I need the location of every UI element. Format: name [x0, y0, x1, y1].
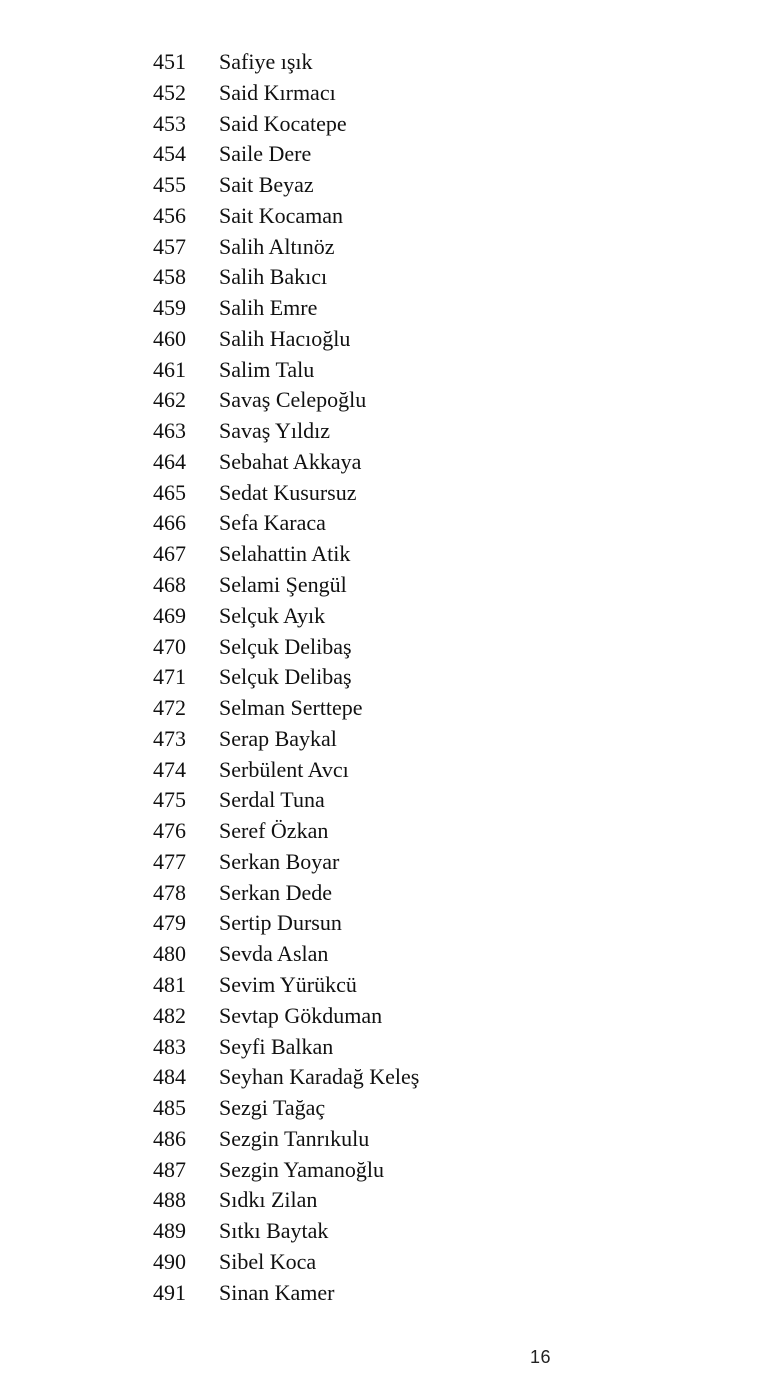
row-name: Saile Dere	[219, 141, 312, 167]
row-name: Savaş Yıldız	[219, 418, 330, 444]
row-name: Seref Özkan	[219, 818, 329, 844]
row-number: 469	[153, 602, 186, 628]
row-number: 486	[153, 1125, 186, 1151]
list-item	[153, 385, 419, 416]
row-name: Selman Serttepe	[219, 695, 363, 721]
row-name: Serbülent Avcı	[219, 756, 349, 782]
row-name: Said Kocatepe	[219, 110, 347, 136]
list-item	[153, 1032, 419, 1063]
row-number: 452	[153, 79, 186, 105]
list-item	[153, 1155, 419, 1186]
row-number: 458	[153, 264, 186, 290]
row-name: Sevtap Gökduman	[219, 1002, 383, 1028]
row-number: 481	[153, 971, 186, 997]
row-number: 485	[153, 1095, 186, 1121]
row-name: Salih Altınöz	[219, 233, 335, 259]
list-item	[153, 324, 419, 355]
row-name: Sedat Kusursuz	[219, 479, 357, 505]
row-name: Salih Emre	[219, 295, 318, 321]
row-name: Sefa Karaca	[219, 510, 326, 536]
row-name: Sezgi Tağaç	[219, 1095, 326, 1121]
list-item	[153, 1185, 419, 1216]
row-number: 451	[153, 49, 186, 74]
row-number: 462	[153, 387, 186, 413]
list-item	[153, 693, 419, 724]
row-number: 465	[153, 479, 186, 505]
row-number: 474	[153, 756, 186, 782]
list-item	[153, 539, 419, 570]
row-number: 456	[153, 202, 186, 228]
row-number: 477	[153, 848, 186, 874]
row-number: 491	[153, 1279, 186, 1305]
list-item	[153, 632, 419, 663]
list-item	[153, 1001, 419, 1032]
row-name: Sait Kocaman	[219, 202, 344, 228]
row-name: Serdal Tuna	[219, 787, 325, 813]
page-number: 16	[530, 1347, 552, 1367]
row-name: Sait Beyaz	[219, 172, 314, 198]
row-number: 461	[153, 356, 186, 382]
list-item	[153, 724, 419, 755]
list-item	[153, 293, 419, 324]
list-item	[153, 1062, 419, 1093]
list-item	[153, 816, 419, 847]
row-name: Sevda Aslan	[219, 941, 329, 967]
row-number: 454	[153, 141, 186, 167]
list-item	[153, 1124, 419, 1155]
list-item	[153, 478, 419, 509]
list-item	[153, 785, 419, 816]
row-name: Salim Talu	[219, 356, 315, 382]
row-name: Sebahat Akkaya	[219, 448, 362, 474]
row-name: Seyhan Karadağ Keleş	[219, 1064, 420, 1090]
list-item	[153, 878, 419, 909]
row-name: Sezgin Tanrıkulu	[219, 1125, 370, 1151]
row-name: Sertip Dursun	[219, 910, 342, 936]
list-item	[153, 1278, 419, 1309]
list-item	[153, 1216, 419, 1247]
row-name: Seyfi Balkan	[219, 1033, 334, 1059]
row-name: Selçuk Delibaş	[219, 633, 352, 659]
row-name: Salih Bakıcı	[219, 264, 328, 290]
row-number: 483	[153, 1033, 186, 1059]
row-name: Said Kırmacı	[219, 79, 336, 105]
row-number: 487	[153, 1156, 186, 1182]
list-item	[153, 139, 419, 170]
row-number: 460	[153, 325, 186, 351]
list-item	[153, 170, 419, 201]
row-number: 468	[153, 572, 186, 598]
row-name: Selami Şengül	[219, 572, 347, 598]
list-item	[153, 232, 419, 263]
list-item	[153, 970, 419, 1001]
list-item	[153, 508, 419, 539]
row-number: 478	[153, 879, 186, 905]
list-item	[153, 755, 419, 786]
list-item	[153, 201, 419, 232]
list-item	[153, 262, 419, 293]
list-item	[153, 355, 419, 386]
list-item	[153, 570, 419, 601]
row-name: Salih Hacıoğlu	[219, 325, 351, 351]
row-number: 455	[153, 172, 186, 198]
row-name: Selçuk Delibaş	[219, 664, 352, 690]
list-item	[153, 1247, 419, 1278]
list-item	[153, 847, 419, 878]
list-item	[153, 47, 419, 78]
row-number: 476	[153, 818, 186, 844]
list-item	[153, 939, 419, 970]
row-name: Serap Baykal	[219, 725, 337, 751]
row-number: 471	[153, 664, 186, 690]
list-item	[153, 662, 419, 693]
row-number: 482	[153, 1002, 186, 1028]
row-name: Safiye ışık	[219, 49, 313, 74]
row-name: Sıtkı Baytak	[219, 1218, 329, 1244]
row-name: Selçuk Ayık	[219, 602, 326, 628]
row-number: 466	[153, 510, 186, 536]
row-name: Serkan Boyar	[219, 848, 340, 874]
list-item	[153, 416, 419, 447]
row-number: 490	[153, 1248, 186, 1274]
row-name: Selahattin Atik	[219, 541, 351, 567]
list-item	[153, 908, 419, 939]
row-name: Sıdkı Zilan	[219, 1187, 318, 1213]
row-number: 489	[153, 1218, 186, 1244]
row-number: 467	[153, 541, 186, 567]
row-name: Savaş Celepoğlu	[219, 387, 367, 413]
row-number: 472	[153, 695, 186, 721]
row-number: 457	[153, 233, 186, 259]
row-number: 464	[153, 448, 186, 474]
row-number: 480	[153, 941, 186, 967]
row-number: 475	[153, 787, 186, 813]
row-number: 473	[153, 725, 186, 751]
row-name: Sevim Yürükcü	[219, 971, 357, 997]
list-item	[153, 78, 419, 109]
name-list	[153, 47, 419, 1308]
page-footer	[0, 1344, 782, 1370]
row-number: 488	[153, 1187, 186, 1213]
row-name: Sezgin Yamanoğlu	[219, 1156, 384, 1182]
row-name: Sibel Koca	[219, 1248, 317, 1274]
list-item	[153, 447, 419, 478]
list-item	[153, 601, 419, 632]
row-number: 463	[153, 418, 186, 444]
list-item	[153, 1093, 419, 1124]
row-number: 459	[153, 295, 186, 321]
row-number: 484	[153, 1064, 186, 1090]
list-item	[153, 109, 419, 140]
row-number: 470	[153, 633, 186, 659]
row-number: 453	[153, 110, 186, 136]
row-name: Sinan Kamer	[219, 1279, 335, 1305]
row-number: 479	[153, 910, 186, 936]
row-name: Serkan Dede	[219, 879, 333, 905]
